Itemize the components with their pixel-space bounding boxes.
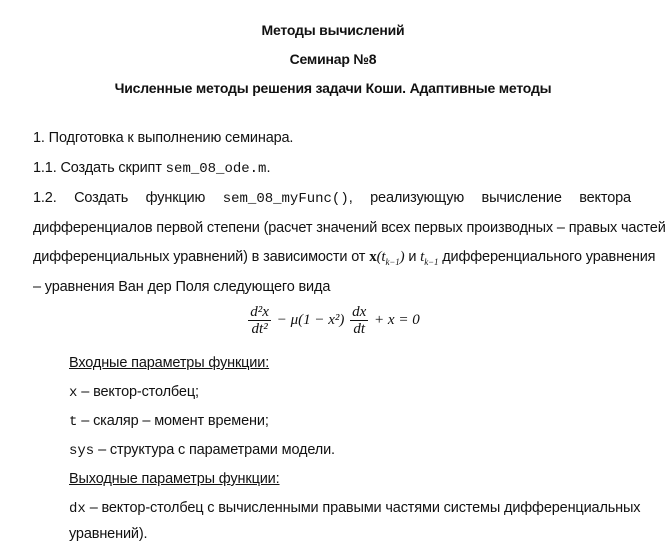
body-line-3: дифференциальных уравнений) в зависимости от $x(t_{k-1})$ и $t_{k-1}$ дифференциального уравнения	[33, 249, 656, 267]
course-title: Методы вычислений	[261, 22, 405, 38]
topic-title: Численные методы решения задачи Коши. Адаптивные методы	[114, 80, 552, 96]
inputs-heading: Входные параметры функции:	[69, 355, 270, 371]
state-vector-symbol: $x(t_{k-1})$	[369, 249, 405, 267]
output-param-dx: dx – вектор-столбец с вычисленными правыми частями системы дифференциальных	[69, 500, 641, 517]
input-param-x: x – вектор-столбец;	[69, 384, 199, 401]
body-line-4: – уравнения Ван дер Поля следующего вида	[33, 279, 331, 295]
output-param-dx-cont: уравнений).	[69, 526, 148, 542]
body-line-2: дифференциалов первой степени (расчет значений всех первых производных – правых частей	[33, 220, 666, 236]
section-1: 1. Подготовка к выполнению семинара.	[33, 130, 294, 146]
input-param-t: t – скаляр – момент времени;	[69, 413, 269, 430]
van-der-pol-equation: $\frac{\text{d²x}}{\text{dt²}}$ − μ(1 − x²) $\frac{dx}{dt}$ + x = 0	[250, 304, 420, 337]
time-symbol: $t_{k-1}$	[420, 249, 439, 267]
script-name: sem_08_ode.m	[165, 161, 267, 177]
section-1-1: 1.1. Создать скрипт sem_08_ode.m.	[33, 160, 271, 177]
input-param-sys: sys – структура с параметрами модели.	[69, 442, 335, 459]
first-derivative-fraction: $\frac{dx}{dt}$	[352, 304, 367, 337]
seminar-title: Семинар №8	[289, 51, 377, 67]
second-derivative-fraction: $\frac{\text{d²x}}{\text{dt²}}$	[250, 304, 269, 337]
section-1-2: 1.2. Создать функцию sem_08_myFunc(), реализующую вычисление вектора	[33, 190, 631, 207]
outputs-heading: Выходные параметры функции:	[69, 471, 280, 487]
function-name: sem_08_myFunc()	[222, 191, 349, 207]
